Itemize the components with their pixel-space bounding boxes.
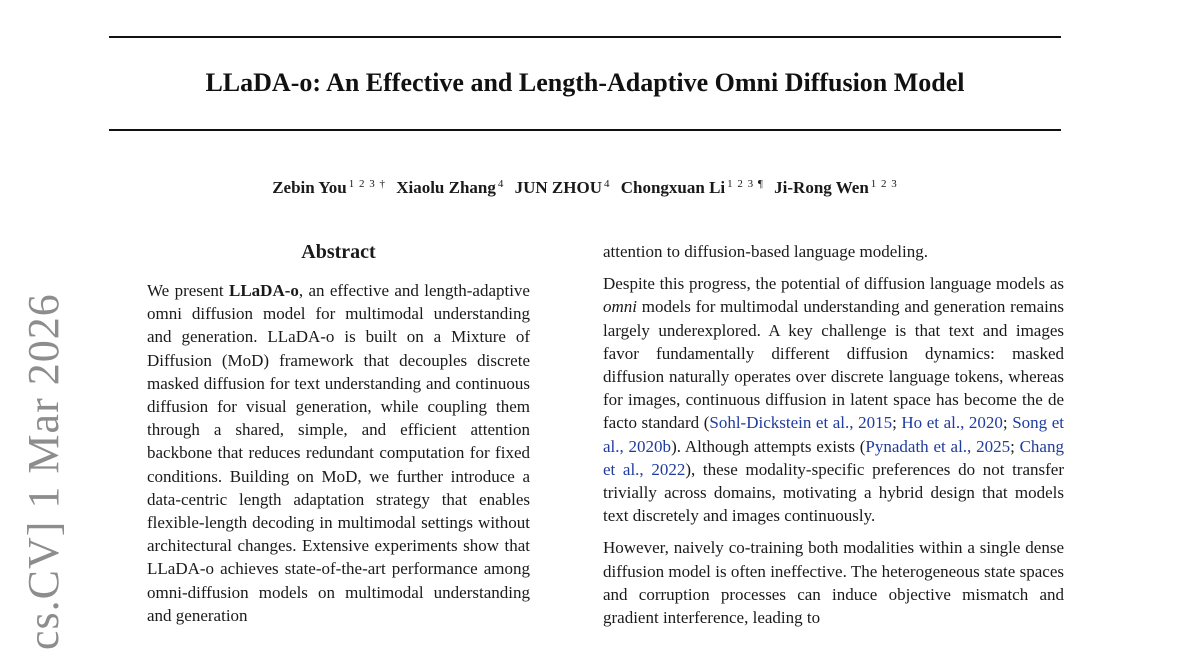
citation-link[interactable]: Song et al., 2020b	[603, 413, 1064, 456]
author-name: Ji-Rong Wen	[774, 178, 869, 197]
intro-paragraph: attention to diffusion-based language modeling.	[603, 242, 928, 261]
citation-link[interactable]: Ho et al., 2020	[901, 413, 1003, 433]
emphasis: omni	[603, 297, 637, 317]
paper-title: LLaDA-o: An Effective and Length-Adaptive Omni Diffusion Model	[205, 68, 965, 97]
affiliation-marks: 1 2 3 ¶	[727, 178, 764, 190]
citation-separator: ;	[892, 413, 902, 433]
text-span: models for multimodal understanding and generation remains largely underexplored. A key challenge is that text and images favor fundamentally different diffusion dynamics: masked diffusion naturally operates over discrete language tokens, whereas for images, continuous diffusion in latent space has become the de facto standard (	[603, 297, 1064, 433]
affiliation-marks: 1 2 3	[870, 178, 898, 190]
intro-paragraph: However, naively co-training both modalities within a single dense diffusion model is often ineffective. The heterogeneous state spaces and corruption processes can induce objective mismatch and gradient interference, leading to	[603, 538, 1064, 628]
author-name: Zebin You	[272, 178, 347, 197]
text-span: ), these modality-specific preferences do not transfer trivially across domains, motivating a hybrid design that models text discretely and images continuously.	[603, 459, 1064, 526]
affiliation-marks: 4	[604, 178, 611, 190]
author	[774, 178, 898, 197]
arxiv-stamp: cs.CV] 1 Mar 2026	[19, 293, 68, 650]
citation-link[interactable]: Chang et al., 2022	[603, 436, 1064, 479]
introduction-column	[603, 240, 1064, 638]
title-bottom-rule	[109, 129, 1061, 131]
abstract-column	[147, 240, 530, 636]
author-name: JUN ZHOU	[514, 178, 602, 197]
citation-separator: ;	[1002, 413, 1013, 433]
author-list	[0, 172, 1170, 200]
author	[515, 178, 611, 197]
abstract-lead: We present	[147, 281, 229, 300]
intro-paragraph	[603, 272, 1064, 527]
text-span: Despite this progress, the potential of diffusion language models as	[603, 274, 1064, 294]
citation-link[interactable]: Sohl-Dickstein et al., 2015	[709, 413, 893, 433]
author	[396, 178, 504, 197]
model-name: LLaDA-o	[229, 281, 299, 300]
citation-link[interactable]: Pynadath et al., 2025	[865, 436, 1011, 456]
text-span: ). Although attempts exists (	[671, 436, 866, 456]
author	[621, 178, 764, 197]
abstract-heading: Abstract	[301, 241, 376, 263]
abstract-body: , an effective and length-adaptive omni diffusion model for multimodal understanding and generation. LLaDA-o is built on a Mixture of Diffusion (MoD) framework that decouples discrete masked diffusion for text understanding and continuous diffusion for visual generation, while coupling them through a shared, simple, and efficient attention backbone that reduces redundant computation for fixed conditions. Building on MoD, we further introduce a data-centric length adaptation strategy that enables flexible-length decoding in multimodal settings without architectural changes. Extensive experiments show that LLaDA-o achieves state-of-the-art performance among omni-diffusion models on multimodal understanding and generation	[147, 281, 530, 625]
abstract-text	[147, 279, 530, 627]
author-name: Chongxuan Li	[620, 178, 726, 197]
author-name: Xiaolu Zhang	[396, 178, 496, 197]
citation-separator: ;	[1010, 436, 1020, 456]
author	[272, 178, 386, 197]
affiliation-marks: 1 2 3 †	[348, 178, 386, 190]
title-top-rule	[109, 36, 1061, 38]
affiliation-marks: 4	[497, 178, 505, 190]
